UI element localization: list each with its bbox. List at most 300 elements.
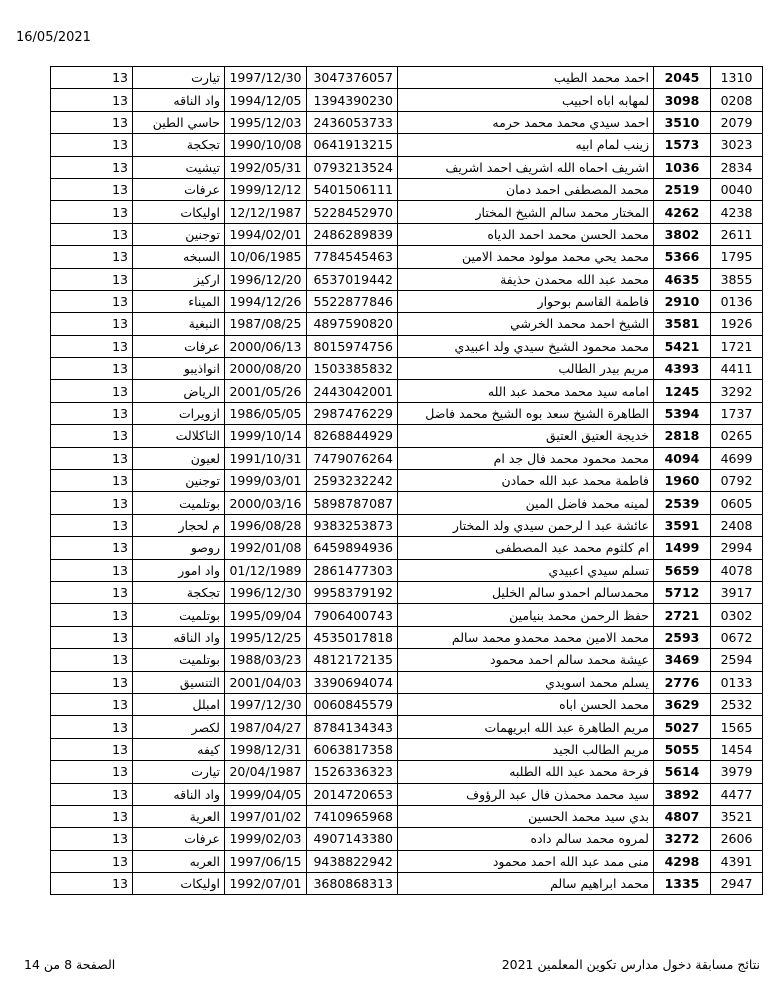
- candidate-number-cell: 4298: [654, 850, 711, 872]
- candidate-number-cell: 2539: [654, 492, 711, 514]
- table-row: [51, 425, 763, 447]
- name-cell: فاطمة محمد عبد الله حمادن: [398, 470, 654, 492]
- code-cell: 0136: [711, 290, 763, 312]
- table-row: [51, 738, 763, 760]
- code-cell: 4078: [711, 559, 763, 581]
- rank-cell: 13: [51, 425, 133, 447]
- name-cell: محمد الامين محمد محمدو محمد سالم: [398, 626, 654, 648]
- town-cell: انواذيبو: [133, 358, 225, 380]
- candidate-number-cell: 5394: [654, 402, 711, 424]
- town-cell: امبلل: [133, 693, 225, 715]
- id-number-cell: 9438822942: [307, 850, 398, 872]
- birth-date-cell: 1987/08/25: [225, 313, 307, 335]
- birth-date-cell: 2001/04/03: [225, 671, 307, 693]
- town-cell: بوتلميت: [133, 492, 225, 514]
- birth-date-cell: 1992/01/08: [225, 537, 307, 559]
- rank-cell: 13: [51, 335, 133, 357]
- town-cell: العربه: [133, 850, 225, 872]
- candidate-number-cell: 1499: [654, 537, 711, 559]
- name-cell: محمد محمود الشيخ سيدي ولد اعبيدي: [398, 335, 654, 357]
- name-cell: يسلم محمد اسويدي: [398, 671, 654, 693]
- birth-date-cell: 1999/12/12: [225, 178, 307, 200]
- rank-cell: 13: [51, 268, 133, 290]
- birth-date-cell: 1996/12/30: [225, 581, 307, 603]
- code-cell: 0040: [711, 178, 763, 200]
- table-row: [51, 470, 763, 492]
- code-cell: 3521: [711, 805, 763, 827]
- name-cell: فرحة محمد عبد الله الطلبه: [398, 761, 654, 783]
- table-row: [51, 873, 763, 895]
- table-row: [51, 581, 763, 603]
- candidate-number-cell: 5659: [654, 559, 711, 581]
- rank-cell: 13: [51, 201, 133, 223]
- rank-cell: 13: [51, 873, 133, 895]
- candidate-number-cell: 1573: [654, 134, 711, 156]
- birth-date-cell: 1987/04/27: [225, 716, 307, 738]
- rank-cell: 13: [51, 828, 133, 850]
- name-cell: فاطمة القاسم بوحوار: [398, 290, 654, 312]
- candidate-number-cell: 1335: [654, 873, 711, 895]
- code-cell: 2834: [711, 156, 763, 178]
- id-number-cell: 6537019442: [307, 268, 398, 290]
- rank-cell: 13: [51, 89, 133, 111]
- town-cell: توجنين: [133, 223, 225, 245]
- candidate-number-cell: 5614: [654, 761, 711, 783]
- town-cell: توجنين: [133, 470, 225, 492]
- table-row: [51, 514, 763, 536]
- rank-cell: 13: [51, 783, 133, 805]
- town-cell: كيفه: [133, 738, 225, 760]
- rank-cell: 13: [51, 649, 133, 671]
- code-cell: 0208: [711, 89, 763, 111]
- id-number-cell: 7410965968: [307, 805, 398, 827]
- candidate-number-cell: 1960: [654, 470, 711, 492]
- birth-date-cell: 2000/08/20: [225, 358, 307, 380]
- id-number-cell: 6063817358: [307, 738, 398, 760]
- id-number-cell: 4897590820: [307, 313, 398, 335]
- name-cell: بدي سيد محمد الحسين: [398, 805, 654, 827]
- table-row: [51, 828, 763, 850]
- town-cell: بوتلميت: [133, 604, 225, 626]
- name-cell: مريم الطالب الجيد: [398, 738, 654, 760]
- rank-cell: 13: [51, 223, 133, 245]
- town-cell: تيارت: [133, 67, 225, 89]
- id-number-cell: 4812172135: [307, 649, 398, 671]
- table-row: [51, 313, 763, 335]
- id-number-cell: 8268844929: [307, 425, 398, 447]
- id-number-cell: 1394390230: [307, 89, 398, 111]
- table-row: [51, 268, 763, 290]
- id-number-cell: 0641913215: [307, 134, 398, 156]
- table-row: [51, 402, 763, 424]
- id-number-cell: 2436053733: [307, 111, 398, 133]
- id-number-cell: 3390694074: [307, 671, 398, 693]
- birth-date-cell: 1999/02/03: [225, 828, 307, 850]
- town-cell: عرفات: [133, 335, 225, 357]
- birth-date-cell: 1995/09/04: [225, 604, 307, 626]
- town-cell: النبغية: [133, 313, 225, 335]
- id-number-cell: 0060845579: [307, 693, 398, 715]
- town-cell: تيشيت: [133, 156, 225, 178]
- results-table: [50, 66, 763, 895]
- candidate-number-cell: 4393: [654, 358, 711, 380]
- town-cell: تيارت: [133, 761, 225, 783]
- rank-cell: 13: [51, 290, 133, 312]
- candidate-number-cell: 3510: [654, 111, 711, 133]
- town-cell: تجكجة: [133, 134, 225, 156]
- birth-date-cell: 2000/03/16: [225, 492, 307, 514]
- birth-date-cell: 1999/10/14: [225, 425, 307, 447]
- id-number-cell: 5522877846: [307, 290, 398, 312]
- rank-cell: 13: [51, 671, 133, 693]
- candidate-number-cell: 3272: [654, 828, 711, 850]
- results-table-body: [51, 67, 763, 895]
- birth-date-cell: 2001/05/26: [225, 380, 307, 402]
- town-cell: اوليكات: [133, 873, 225, 895]
- table-row: [51, 223, 763, 245]
- candidate-number-cell: 3802: [654, 223, 711, 245]
- candidate-number-cell: 1245: [654, 380, 711, 402]
- town-cell: روصو: [133, 537, 225, 559]
- table-row: [51, 89, 763, 111]
- town-cell: العرية: [133, 805, 225, 827]
- id-number-cell: 2443042001: [307, 380, 398, 402]
- town-cell: الميناء: [133, 290, 225, 312]
- table-row: [51, 380, 763, 402]
- name-cell: حفظ الرحمن محمد بنيامين: [398, 604, 654, 626]
- rank-cell: 13: [51, 716, 133, 738]
- id-number-cell: 2861477303: [307, 559, 398, 581]
- town-cell: واد امور: [133, 559, 225, 581]
- town-cell: عرفات: [133, 828, 225, 850]
- name-cell: مريم بيدر الطالب: [398, 358, 654, 380]
- candidate-number-cell: 3469: [654, 649, 711, 671]
- birth-date-cell: 1990/10/08: [225, 134, 307, 156]
- rank-cell: 13: [51, 67, 133, 89]
- table-row: [51, 111, 763, 133]
- table-row: [51, 358, 763, 380]
- town-cell: السبخه: [133, 246, 225, 268]
- name-cell: محمد يحي محمد مولود محمد الامين: [398, 246, 654, 268]
- candidate-number-cell: 2721: [654, 604, 711, 626]
- page-number: الصفحة 8 من 14: [24, 957, 116, 972]
- code-cell: 1310: [711, 67, 763, 89]
- birth-date-cell: 1997/06/15: [225, 850, 307, 872]
- id-number-cell: 9383253873: [307, 514, 398, 536]
- code-cell: 1721: [711, 335, 763, 357]
- id-number-cell: 5228452970: [307, 201, 398, 223]
- print-date: 16/05/2021: [16, 30, 91, 45]
- name-cell: عيشة محمد سالم احمد محمود: [398, 649, 654, 671]
- table-row: [51, 604, 763, 626]
- birth-date-cell: 1994/12/05: [225, 89, 307, 111]
- town-cell: عرفات: [133, 178, 225, 200]
- code-cell: 0792: [711, 470, 763, 492]
- id-number-cell: 4907143380: [307, 828, 398, 850]
- code-cell: 1565: [711, 716, 763, 738]
- rank-cell: 13: [51, 402, 133, 424]
- candidate-number-cell: 3892: [654, 783, 711, 805]
- code-cell: 0672: [711, 626, 763, 648]
- rank-cell: 13: [51, 537, 133, 559]
- rank-cell: 13: [51, 470, 133, 492]
- code-cell: 1737: [711, 402, 763, 424]
- candidate-number-cell: 5366: [654, 246, 711, 268]
- name-cell: اشريف احماه الله اشريف احمد اشريف: [398, 156, 654, 178]
- candidate-number-cell: 3581: [654, 313, 711, 335]
- candidate-number-cell: 3098: [654, 89, 711, 111]
- table-row: [51, 783, 763, 805]
- code-cell: 4391: [711, 850, 763, 872]
- candidate-number-cell: 2910: [654, 290, 711, 312]
- rank-cell: 13: [51, 156, 133, 178]
- rank-cell: 13: [51, 447, 133, 469]
- id-number-cell: 5898787087: [307, 492, 398, 514]
- id-number-cell: 7784545463: [307, 246, 398, 268]
- name-cell: لمروه محمد سالم داده: [398, 828, 654, 850]
- rank-cell: 13: [51, 850, 133, 872]
- code-cell: 3023: [711, 134, 763, 156]
- birth-date-cell: 1996/12/20: [225, 268, 307, 290]
- table-row: [51, 67, 763, 89]
- table-row: [51, 649, 763, 671]
- id-number-cell: 7906400743: [307, 604, 398, 626]
- name-cell: احمد محمد الطيب: [398, 67, 654, 89]
- name-cell: خديجة العتيق العتيق: [398, 425, 654, 447]
- rank-cell: 13: [51, 761, 133, 783]
- name-cell: ام كلثوم محمد عبد المصطفى: [398, 537, 654, 559]
- id-number-cell: 2014720653: [307, 783, 398, 805]
- rank-cell: 13: [51, 693, 133, 715]
- code-cell: 0133: [711, 671, 763, 693]
- code-cell: 3917: [711, 581, 763, 603]
- id-number-cell: 2987476229: [307, 402, 398, 424]
- candidate-number-cell: 4635: [654, 268, 711, 290]
- id-number-cell: 9958379192: [307, 581, 398, 603]
- birth-date-cell: 1992/05/31: [225, 156, 307, 178]
- code-cell: 1926: [711, 313, 763, 335]
- code-cell: 2947: [711, 873, 763, 895]
- birth-date-cell: 1991/10/31: [225, 447, 307, 469]
- name-cell: امامه سيد محمد محمد عبد الله: [398, 380, 654, 402]
- rank-cell: 13: [51, 178, 133, 200]
- id-number-cell: 8015974756: [307, 335, 398, 357]
- rank-cell: 13: [51, 738, 133, 760]
- town-cell: التنسيق: [133, 671, 225, 693]
- table-row: [51, 156, 763, 178]
- name-cell: محمد عبد الله محمدن حذيفة: [398, 268, 654, 290]
- rank-cell: 13: [51, 313, 133, 335]
- id-number-cell: 1503385832: [307, 358, 398, 380]
- birth-date-cell: 01/12/1989: [225, 559, 307, 581]
- code-cell: 0302: [711, 604, 763, 626]
- name-cell: منى ممد عبد الله احمد محمود: [398, 850, 654, 872]
- birth-date-cell: 1988/03/23: [225, 649, 307, 671]
- birth-date-cell: 1999/03/01: [225, 470, 307, 492]
- birth-date-cell: 20/04/1987: [225, 761, 307, 783]
- birth-date-cell: 10/06/1985: [225, 246, 307, 268]
- town-cell: م لحجار: [133, 514, 225, 536]
- code-cell: 3855: [711, 268, 763, 290]
- candidate-number-cell: 4262: [654, 201, 711, 223]
- name-cell: محمد الحسن محمد احمد الدياه: [398, 223, 654, 245]
- town-cell: التاكلالت: [133, 425, 225, 447]
- table-row: [51, 335, 763, 357]
- id-number-cell: 3680868313: [307, 873, 398, 895]
- code-cell: 4477: [711, 783, 763, 805]
- table-row: [51, 178, 763, 200]
- candidate-number-cell: 3591: [654, 514, 711, 536]
- name-cell: الشيخ احمد محمد الخرشي: [398, 313, 654, 335]
- candidate-number-cell: 2519: [654, 178, 711, 200]
- town-cell: بوتلميت: [133, 649, 225, 671]
- birth-date-cell: 1986/05/05: [225, 402, 307, 424]
- name-cell: محمد الحسن اباه: [398, 693, 654, 715]
- birth-date-cell: 1992/07/01: [225, 873, 307, 895]
- code-cell: 1454: [711, 738, 763, 760]
- name-cell: لمينه محمد فاضل المين: [398, 492, 654, 514]
- name-cell: سيد محمد محمذن فال عبد الرؤوف: [398, 783, 654, 805]
- table-row: [51, 850, 763, 872]
- code-cell: 1795: [711, 246, 763, 268]
- code-cell: 2606: [711, 828, 763, 850]
- town-cell: واد الناقه: [133, 626, 225, 648]
- name-cell: الطاهرة الشيخ سعد بوه الشيخ محمد فاضل: [398, 402, 654, 424]
- id-number-cell: 7479076264: [307, 447, 398, 469]
- code-cell: 4699: [711, 447, 763, 469]
- name-cell: محمدسالم احمدو سالم الخليل: [398, 581, 654, 603]
- town-cell: تجكجة: [133, 581, 225, 603]
- name-cell: لمهابه اباه احبيب: [398, 89, 654, 111]
- town-cell: حاسي الطين: [133, 111, 225, 133]
- name-cell: مريم الطاهرة عبد الله ابريهمات: [398, 716, 654, 738]
- name-cell: تسلم سيدي اعبيدي: [398, 559, 654, 581]
- code-cell: 2079: [711, 111, 763, 133]
- table-row: [51, 492, 763, 514]
- town-cell: اركيز: [133, 268, 225, 290]
- table-row: [51, 559, 763, 581]
- name-cell: المختار محمد سالم الشيخ المختار: [398, 201, 654, 223]
- name-cell: محمد المصطفى احمد دمان: [398, 178, 654, 200]
- name-cell: احمد سيدي محمد محمد حرمه: [398, 111, 654, 133]
- birth-date-cell: 1999/04/05: [225, 783, 307, 805]
- id-number-cell: 6459894936: [307, 537, 398, 559]
- birth-date-cell: 1996/08/28: [225, 514, 307, 536]
- candidate-number-cell: 5055: [654, 738, 711, 760]
- name-cell: زينب لمام ابيه: [398, 134, 654, 156]
- town-cell: واد الناقه: [133, 89, 225, 111]
- name-cell: محمد محمود محمد فال جد ام: [398, 447, 654, 469]
- code-cell: 4238: [711, 201, 763, 223]
- candidate-number-cell: 2776: [654, 671, 711, 693]
- table-row: [51, 693, 763, 715]
- birth-date-cell: 1997/12/30: [225, 67, 307, 89]
- table-row: [51, 761, 763, 783]
- rank-cell: 13: [51, 604, 133, 626]
- code-cell: 3292: [711, 380, 763, 402]
- code-cell: 2611: [711, 223, 763, 245]
- id-number-cell: 2593232242: [307, 470, 398, 492]
- rank-cell: 13: [51, 380, 133, 402]
- table-row: [51, 290, 763, 312]
- table-row: [51, 201, 763, 223]
- code-cell: 2532: [711, 693, 763, 715]
- rank-cell: 13: [51, 805, 133, 827]
- table-row: [51, 246, 763, 268]
- rank-cell: 13: [51, 514, 133, 536]
- table-row: [51, 626, 763, 648]
- rank-cell: 13: [51, 626, 133, 648]
- town-cell: لعيون: [133, 447, 225, 469]
- town-cell: الرياض: [133, 380, 225, 402]
- code-cell: 4411: [711, 358, 763, 380]
- table-row: [51, 447, 763, 469]
- candidate-number-cell: 2593: [654, 626, 711, 648]
- id-number-cell: 3047376057: [307, 67, 398, 89]
- code-cell: 2594: [711, 649, 763, 671]
- candidate-number-cell: 4094: [654, 447, 711, 469]
- table-row: [51, 716, 763, 738]
- id-number-cell: 1526336323: [307, 761, 398, 783]
- rank-cell: 13: [51, 358, 133, 380]
- rank-cell: 13: [51, 559, 133, 581]
- name-cell: محمد ابراهيم سالم: [398, 873, 654, 895]
- candidate-number-cell: 1036: [654, 156, 711, 178]
- table-row: [51, 671, 763, 693]
- table-row: [51, 537, 763, 559]
- birth-date-cell: 12/12/1987: [225, 201, 307, 223]
- birth-date-cell: 1997/12/30: [225, 693, 307, 715]
- candidate-number-cell: 2818: [654, 425, 711, 447]
- code-cell: 0605: [711, 492, 763, 514]
- town-cell: واد الناقه: [133, 783, 225, 805]
- town-cell: ازويرات: [133, 402, 225, 424]
- candidate-number-cell: 4807: [654, 805, 711, 827]
- candidate-number-cell: 5712: [654, 581, 711, 603]
- candidate-number-cell: 3629: [654, 693, 711, 715]
- id-number-cell: 4535017818: [307, 626, 398, 648]
- birth-date-cell: 1995/12/03: [225, 111, 307, 133]
- rank-cell: 13: [51, 246, 133, 268]
- birth-date-cell: 1998/12/31: [225, 738, 307, 760]
- name-cell: عائشة عبد ا لرحمن سيدي ولد المختار: [398, 514, 654, 536]
- birth-date-cell: 2000/06/13: [225, 335, 307, 357]
- id-number-cell: 2486289839: [307, 223, 398, 245]
- birth-date-cell: 1997/01/02: [225, 805, 307, 827]
- code-cell: 3979: [711, 761, 763, 783]
- rank-cell: 13: [51, 492, 133, 514]
- id-number-cell: 8784134343: [307, 716, 398, 738]
- table-row: [51, 805, 763, 827]
- rank-cell: 13: [51, 111, 133, 133]
- footer-title: نتائج مسابقة دخول مدارس تكوين المعلمين 2021: [501, 957, 760, 972]
- rank-cell: 13: [51, 581, 133, 603]
- birth-date-cell: 1994/12/26: [225, 290, 307, 312]
- candidate-number-cell: 2045: [654, 67, 711, 89]
- code-cell: 2994: [711, 537, 763, 559]
- table-row: [51, 134, 763, 156]
- code-cell: 0265: [711, 425, 763, 447]
- town-cell: اوليكات: [133, 201, 225, 223]
- code-cell: 2408: [711, 514, 763, 536]
- id-number-cell: 0793213524: [307, 156, 398, 178]
- candidate-number-cell: 5421: [654, 335, 711, 357]
- town-cell: لكصر: [133, 716, 225, 738]
- id-number-cell: 5401506111: [307, 178, 398, 200]
- candidate-number-cell: 5027: [654, 716, 711, 738]
- rank-cell: 13: [51, 134, 133, 156]
- birth-date-cell: 1994/02/01: [225, 223, 307, 245]
